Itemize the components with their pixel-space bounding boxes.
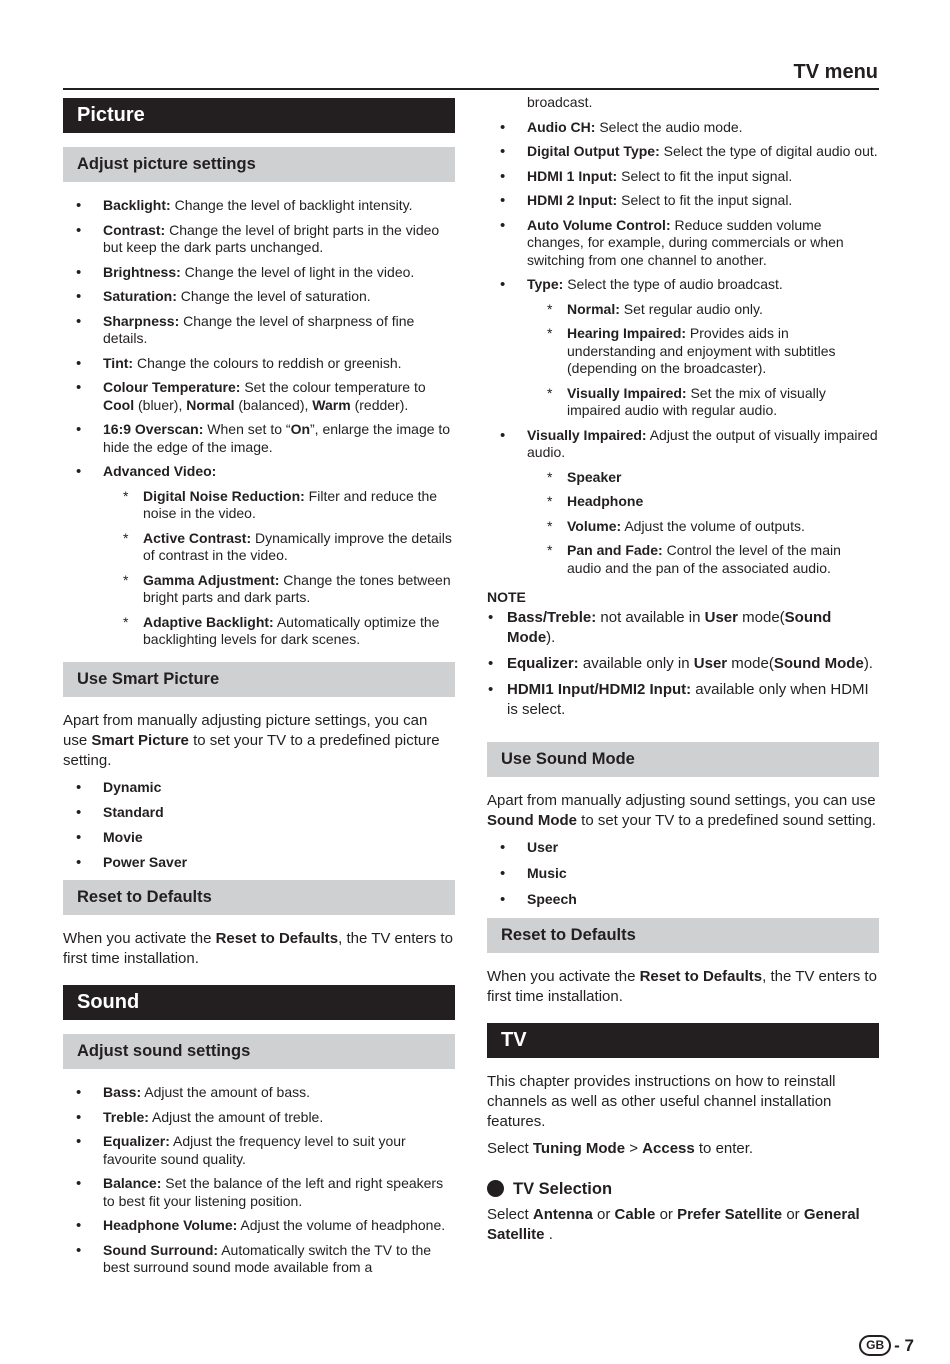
list-item: • Headphone Volume: Adjust the volume of headphone. xyxy=(63,1217,455,1235)
note-item: • Bass/Treble: not available in User mode(Sound Mode). xyxy=(487,608,879,648)
list-item-overscan: • 16:9 Overscan: When set to “On”, enlarge the image to hide the edge of the image. xyxy=(63,421,455,456)
picture-settings-list xyxy=(63,197,455,649)
list-item: • Treble: Adjust the amount of treble. xyxy=(63,1109,455,1127)
sound-settings-list-continued xyxy=(487,119,879,578)
subheading-picture-reset: Reset to Defaults xyxy=(63,880,455,915)
right-column xyxy=(487,94,879,1245)
list-item: • Speech xyxy=(487,891,879,909)
list-item: • Bass: Adjust the amount of bass. xyxy=(63,1084,455,1102)
list-item: • HDMI 1 Input: Select to fit the input signal. xyxy=(487,168,879,186)
sub-list-item: * Speaker xyxy=(527,469,879,487)
filled-circle-icon xyxy=(487,1180,504,1197)
picture-reset-paragraph: When you activate the Reset to Defaults, the TV enters to first time installation. xyxy=(63,930,453,967)
subheading-smart-picture: Use Smart Picture xyxy=(63,662,455,697)
note-item: • HDMI1 Input/HDMI2 Input: available only when HDMI is select. xyxy=(487,680,879,720)
sub-list-item: * Pan and Fade: Control the level of the main audio and the pan of the associated audio. xyxy=(527,542,879,577)
list-item: • Backlight: Change the level of backlight intensity. xyxy=(63,197,455,215)
list-item: • Sound Surround: Automatically switch the TV to the best surround sound mode available from a xyxy=(63,1242,455,1277)
subheading-sound-reset: Reset to Defaults xyxy=(487,918,879,953)
list-item-visually-impaired: • Visually Impaired: Adjust the output of visually impaired audio. * Speaker * Headphone * Volume: Adjust the volume of outputs. * Pan and Fade: Control the level of the main audio and the pan of the associated audio. xyxy=(487,427,879,578)
tv-selection-paragraph: Select Antenna or Cable or Prefer Satellite or General Satellite . xyxy=(487,1205,860,1243)
note-list xyxy=(487,608,879,720)
list-item: • Standard xyxy=(63,804,455,822)
section-heading-sound: Sound xyxy=(63,985,455,1020)
list-item: • Audio CH: Select the audio mode. xyxy=(487,119,879,137)
subheading-adjust-picture: Adjust picture settings xyxy=(63,147,455,182)
sub-list-item: * Visually Impaired: Set the mix of visually impaired audio with regular audio. xyxy=(527,385,879,420)
list-item: • Sharpness: Change the level of sharpness of fine details. xyxy=(63,313,455,348)
list-item-advanced-video: • Advanced Video: * Digital Noise Reduction: Filter and reduce the noise in the video. * Active Contrast: Dynamically improve the details of contrast in the video. * Gamma Adjustment: Change the tones between bright parts and dark parts. * Adaptive Backlight: Automatically optimize the backlighting levels for dark scenes. xyxy=(63,463,455,649)
list-item: • Movie xyxy=(63,829,455,847)
list-item: • Contrast: Change the level of bright parts in the video but keep the dark parts unchanged. xyxy=(63,222,455,257)
list-item: • Power Saver xyxy=(63,854,455,872)
sound-mode-options xyxy=(487,839,879,909)
type-sublist xyxy=(527,301,879,420)
sound-settings-list xyxy=(63,1084,455,1277)
list-item: • Brightness: Change the level of light in the video. xyxy=(63,264,455,282)
page-header-title: TV menu xyxy=(793,61,878,83)
note-item: • Equalizer: available only in User mode(Sound Mode). xyxy=(487,654,879,674)
continued-text: broadcast. xyxy=(527,94,593,110)
tv-select-instruction: Select Tuning Mode > Access to enter. xyxy=(487,1139,754,1157)
sound-reset-paragraph: When you activate the Reset to Defaults, the TV enters to first time installation. xyxy=(487,967,877,1005)
list-item: • User xyxy=(487,839,879,857)
list-item: • Equalizer: Adjust the frequency level to suit your favourite sound quality. xyxy=(63,1133,455,1168)
gb-badge-icon: GB xyxy=(859,1335,891,1356)
smart-picture-options xyxy=(63,779,455,872)
list-item: • Saturation: Change the level of saturation. xyxy=(63,288,455,306)
list-item: • Digital Output Type: Select the type of digital audio out. xyxy=(487,143,879,161)
section-heading-tv: TV xyxy=(487,1023,879,1058)
sub-list-item: * Hearing Impaired: Provides aids in understanding and enjoyment with subtitles (depending on the broadcaster). xyxy=(527,325,879,378)
left-column xyxy=(63,98,455,1284)
section-heading-picture: Picture xyxy=(63,98,455,133)
list-item: • HDMI 2 Input: Select to fit the input signal. xyxy=(487,192,879,210)
page-number xyxy=(859,1335,914,1356)
list-item: • Auto Volume Control: Reduce sudden volume changes, for example, during commercials or when switching from one channel to another. xyxy=(487,217,879,270)
list-item-colour-temperature: • Colour Temperature: Set the colour temperature to Cool (bluer), Normal (balanced), Warm (redder). xyxy=(63,379,455,414)
sub-list-item: * Active Contrast: Dynamically improve the details of contrast in the video. xyxy=(103,530,455,565)
list-item-type: • Type: Select the type of audio broadcast. * Normal: Set regular audio only. * Hearing Impaired: Provides aids in understanding and enjoyment with subtitles (depending on the broadcaster). * Visually Impaired: Set the mix of visually impaired audio with regular audio. xyxy=(487,276,879,420)
list-item: • Dynamic xyxy=(63,779,455,797)
sub-list-item: * Headphone xyxy=(527,493,879,511)
sub-list-item: * Volume: Adjust the volume of outputs. xyxy=(527,518,879,536)
advanced-video-sublist xyxy=(103,488,455,649)
sub-list-item: * Digital Noise Reduction: Filter and reduce the noise in the video. xyxy=(103,488,455,523)
subheading-adjust-sound: Adjust sound settings xyxy=(63,1034,455,1069)
list-item: • Music xyxy=(487,865,879,883)
header-rule xyxy=(63,88,879,90)
sound-mode-paragraph: Apart from manually adjusting sound settings, you can use Sound Mode to set your TV to a predefined sound setting. xyxy=(487,792,877,829)
sub-list-item: * Normal: Set regular audio only. xyxy=(527,301,879,319)
list-item: • Tint: Change the colours to reddish or greenish. xyxy=(63,355,455,373)
smart-picture-paragraph: Apart from manually adjusting picture settings, you can use Smart Picture to set your TV to a predefined picture setting. xyxy=(63,711,440,769)
visually-impaired-sublist xyxy=(527,469,879,578)
sub-list-item: * Adaptive Backlight: Automatically optimize the backlighting levels for dark scenes. xyxy=(103,614,455,649)
tv-intro-paragraph: This chapter provides instructions on how to reinstall channels as well as other useful channel installation features. xyxy=(487,1072,836,1130)
note-label: NOTE xyxy=(487,589,526,605)
tv-selection-heading: TV Selection xyxy=(487,1179,879,1199)
sub-list-item: * Gamma Adjustment: Change the tones between bright parts and dark parts. xyxy=(103,572,455,607)
subheading-sound-mode: Use Sound Mode xyxy=(487,742,879,777)
page-number-text: - 7 xyxy=(894,1335,914,1355)
list-item: • Balance: Set the balance of the left and right speakers to best fit your listening position. xyxy=(63,1175,455,1210)
